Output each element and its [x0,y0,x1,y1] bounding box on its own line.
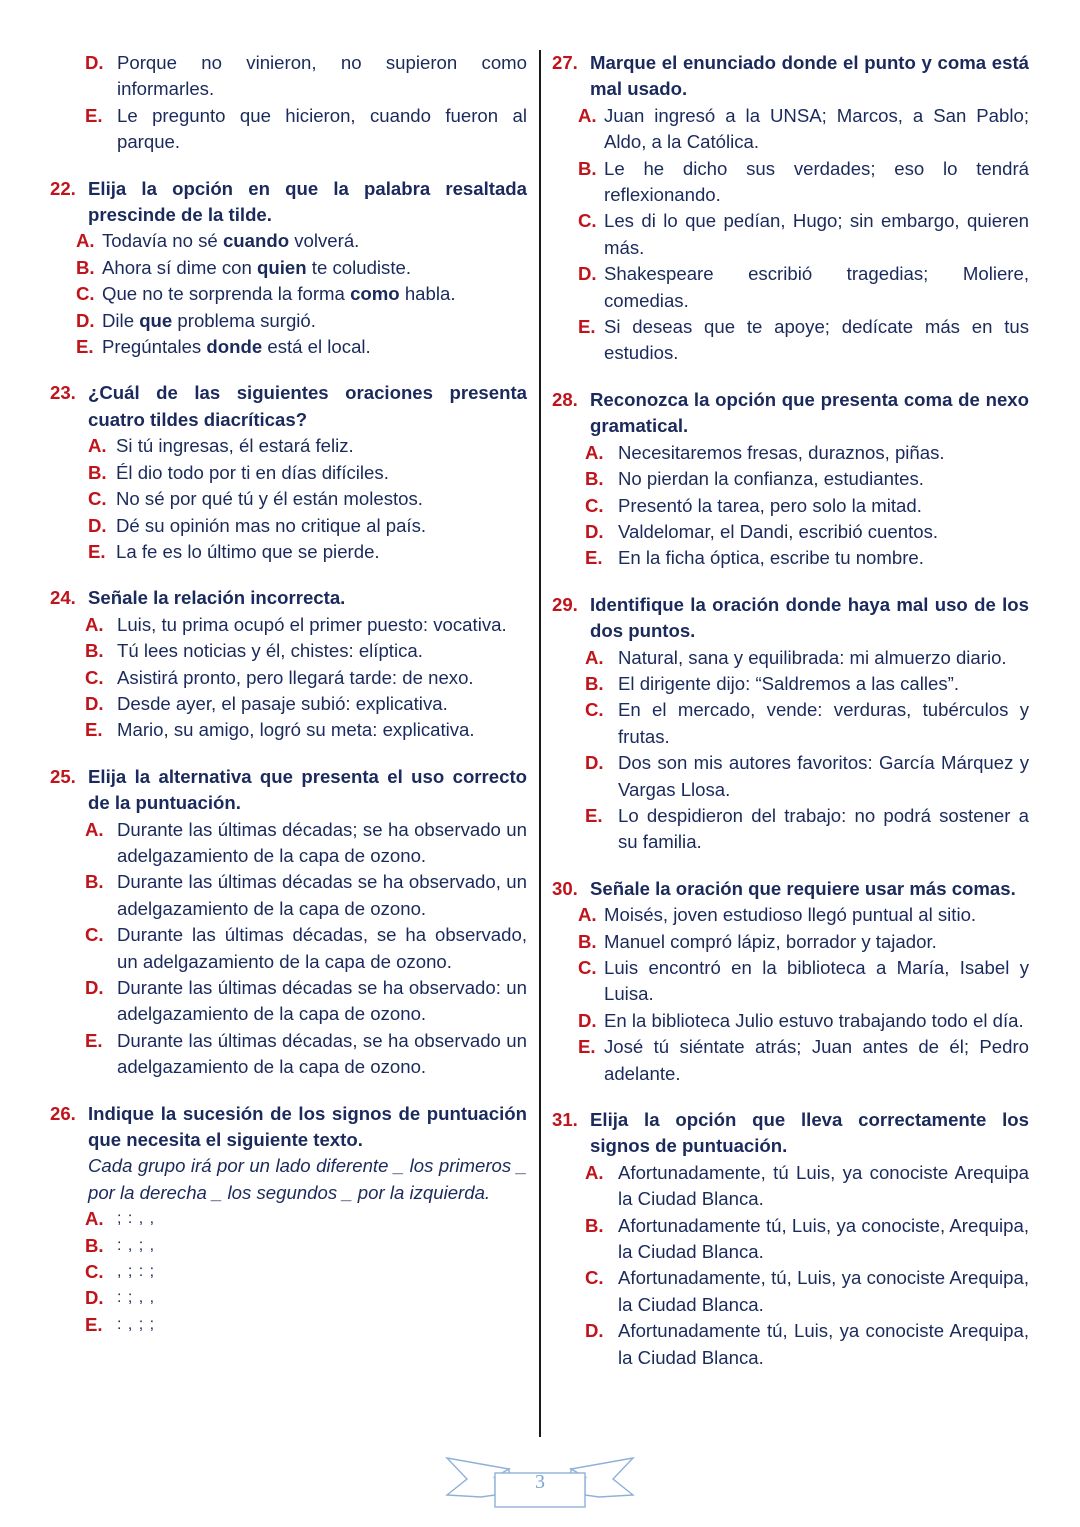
option-b[interactable]: B. No pierdan la confianza, estudiantes. [585,468,924,490]
option-b[interactable]: B. El dirigente dijo: “Saldremos a las calles”. [585,672,960,694]
option-a[interactable]: A. Afortunadamente, tú Luis, ya conociste Arequipa la Ciudad Blanca. [585,1161,1029,1210]
page-number: 3 [535,1471,545,1493]
option-a[interactable]: A. Necesitaremos fresas, duraznos, piñas. [585,441,945,463]
option-b[interactable]: B. Tú lees noticias y él, chistes: elíptica. [85,640,423,662]
question-23 [50,380,527,565]
option-c[interactable]: C. Durante las últimas décadas, se ha observado, un adelgazamiento de la capa de ozono. [85,924,527,972]
option-e[interactable]: E. En la ficha óptica, escribe tu nombre. [585,547,924,569]
option-e[interactable]: E. : , ; ; [85,1313,156,1335]
option-c[interactable]: C. Asistirá pronto, pero llegará tarde: de nexo. [85,666,474,688]
question-prompt: 25. Elija la alternativa que presenta el uso correcto de la puntuación. [50,765,527,814]
question-27 [552,50,1029,367]
option-e[interactable]: E. Le pregunto que hicieron, cuando fueron al parque. [85,104,527,153]
option-a[interactable]: A. Luis, tu prima ocupó el primer puesto: vocativa. [85,613,507,635]
question-31 [552,1107,1029,1371]
highlighted-word: donde [206,336,263,358]
option-a[interactable]: A. ; : , , [85,1208,156,1230]
option-c[interactable]: C. Afortunadamente, tú, Luis, ya conociste Arequipa, la Ciudad Blanca. [585,1267,1029,1315]
option-c[interactable]: C. Presentó la tarea, pero solo la mitad. [585,494,922,516]
option-d[interactable]: D. Shakespeare escribió tragedias; Moliere, comedias. [578,263,1029,311]
option-c[interactable]: C. No sé por qué tú y él están molestos. [88,488,423,510]
question-26 [50,1101,527,1339]
question-prompt: 28. Reconozca la opción que presenta coma de nexo gramatical. [552,388,1029,437]
question-22 [50,176,527,361]
option-d[interactable]: D. Dé su opinión mas no critique al país. [88,514,427,536]
option-b[interactable]: B. Le he dicho sus verdades; eso lo tendrá reflexionando. [578,157,1029,206]
question-prompt: 26. Indique la sucesión de los signos de puntuación que necesita el siguiente texto. [50,1102,527,1151]
question-21-continued [50,50,527,156]
left-column [50,50,527,1358]
option-d[interactable]: D. Durante las últimas décadas se ha observado: un adelgazamiento de la capa de ozono. [85,977,527,1025]
question-28 [552,387,1029,572]
question-30 [552,876,1029,1087]
option-d[interactable]: D. Desde ayer, el pasaje subió: explicativa. [85,692,448,714]
option-e[interactable]: E. Lo despidieron del trabajo: no podrá sostener a su familia. [585,804,1029,853]
question-prompt: 22. Elija la opción en que la palabra resaltada prescinde de la tilde. [50,177,527,226]
highlighted-word: quien [257,256,307,278]
highlighted-word: cuando [222,230,290,252]
option-d[interactable]: D. : ; , , [85,1287,156,1309]
question-prompt: 27. Marque el enunciado donde el punto y coma está mal usado. [552,52,1029,100]
option-d[interactable]: D. En la biblioteca Julio estuvo trabajando todo el día. [578,1009,1024,1031]
question-24 [50,585,527,743]
question-prompt: 29. Identifique la oración donde haya mal uso de los dos puntos. [552,593,1029,642]
option-d[interactable]: D. Valdelomar, el Dandi, escribió cuentos. [585,520,939,542]
column-divider [539,50,541,1437]
option-a[interactable]: A. Si tú ingresas, él estará feliz. [88,435,354,457]
option-c[interactable]: C. Les di lo que pedían, Hugo; sin embargo, quieren más. [578,210,1029,258]
option-b[interactable]: B. Manuel compró lápiz, borrador y tajador. [578,930,937,952]
option-e[interactable]: E. José tú siéntate atrás; Juan antes de él; Pedro adelante. [578,1036,1029,1084]
option-a[interactable]: A. Durante las últimas décadas; se ha observado un adelgazamiento de la capa de ozono. [85,818,527,866]
question-prompt: 23. ¿Cuál de las siguientes oraciones presenta cuatro tildes diacríticas? [50,382,527,430]
option-e[interactable]: E. Mario, su amigo, logró su meta: explicativa. [85,719,475,741]
option-a[interactable]: A. Todavía no sé cuando volverá. [76,230,360,252]
option-a[interactable]: A. Juan ingresó a la UNSA; Marcos, a San Pablo; Aldo, a la Católica. [578,104,1029,153]
option-d[interactable]: D. Dile que problema surgió. [76,309,316,331]
option-d[interactable]: D. Porque no vinieron, no supieron como informarles. [85,52,527,100]
option-e[interactable]: E. Si deseas que te apoye; dedícate más en tus estudios. [578,316,1029,364]
option-c[interactable]: C. Luis encontró en la biblioteca a María, Isabel y Luisa. [578,957,1029,1005]
option-e[interactable]: E. Pregúntales donde está el local. [76,336,371,358]
question-29 [552,592,1029,856]
option-b[interactable]: B. Afortunadamente tú, Luis, ya conociste, Arequipa, la Ciudad Blanca. [585,1214,1029,1263]
question-prompt: 30. Señale la oración que requiere usar más comas. [552,877,1016,899]
option-a[interactable]: A. Moisés, joven estudioso llegó puntual al sitio. [578,904,977,926]
option-c[interactable]: C. , ; : ; [85,1261,156,1283]
right-column [552,50,1029,1391]
question-25 [50,764,527,1081]
option-d[interactable]: D. Afortunadamente tú, Luis, ya conociste Arequipa, la Ciudad Blanca. [585,1320,1029,1368]
page-footer [445,1455,635,1510]
question-prompt: 24. Señale la relación incorrecta. [50,587,346,609]
option-b[interactable]: B. Él dio todo por ti en días difíciles. [88,461,389,483]
option-d[interactable]: D. Dos son mis autores favoritos: García Márquez y Vargas Llosa. [585,752,1029,800]
question-prompt: 31. Elija la opción que lleva correctamente los signos de puntuación. [552,1109,1029,1157]
option-b[interactable]: B. Ahora sí dime con quien te coludiste. [76,256,412,278]
option-e[interactable]: E. La fe es lo último que se pierde. [88,540,380,562]
highlighted-word: como [350,283,400,305]
question-passage: Cada grupo irá por un lado diferente _ los primeros _ por la derecha _ los segundos _ por la izquierda. [88,1155,527,1203]
option-c[interactable]: C. En el mercado, vende: verduras, tubérculos y frutas. [585,699,1029,747]
highlighted-word: que [139,309,173,331]
option-b[interactable]: B. : , ; , [85,1234,156,1256]
option-c[interactable]: C. Que no te sorprenda la forma como habla. [76,283,456,305]
option-b[interactable]: B. Durante las últimas décadas se ha observado, un adelgazamiento de la capa de ozono. [85,871,527,919]
option-a[interactable]: A. Natural, sana y equilibrada: mi almuerzo diario. [585,646,1007,668]
option-e[interactable]: E. Durante las últimas décadas, se ha observado un adelgazamiento de la capa de ozono. [85,1029,527,1078]
